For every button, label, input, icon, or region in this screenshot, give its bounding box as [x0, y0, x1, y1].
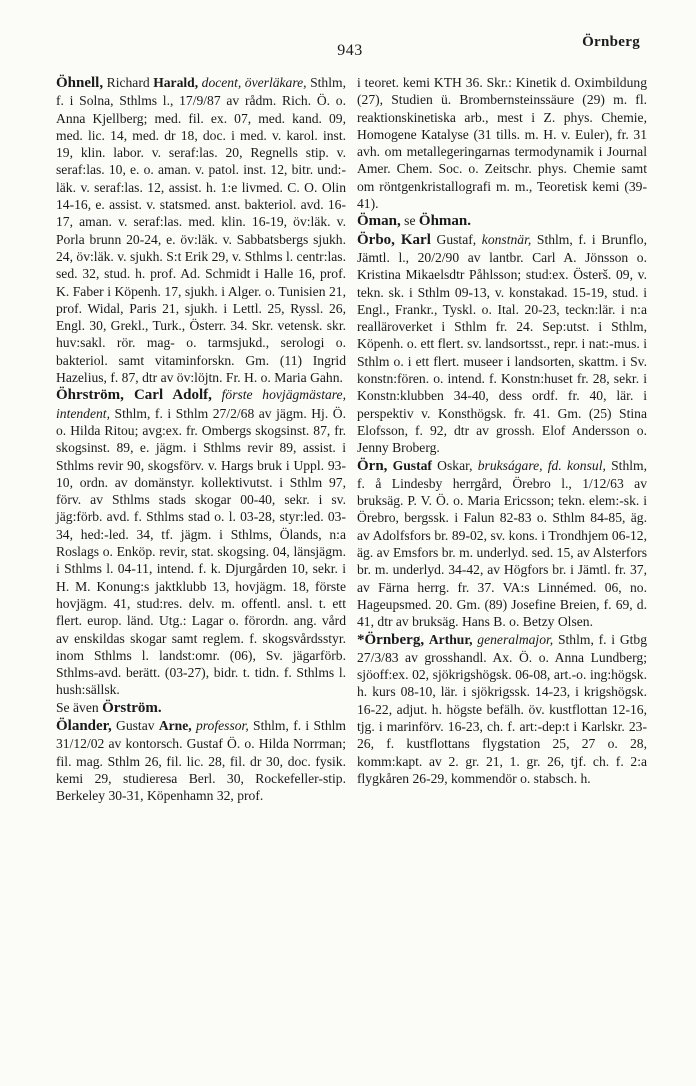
biography-entry-ornberg	[357, 631, 647, 788]
entry-body: Sthlm, f. i Sthlm 27/2/68 av jägm. Hj. Ö. o. Hilda Ritou; avg:ex. fr. Ombergs skogsinst. 87, fr. skogsinst. 89, e. jägm. i Sthlms revir 89, assist. i Sthlms revir 90, skogsförv. v. Hargs bruk i Uppl. 93-10, ordn. av domänstyr. kollektivutst. i Sthlm 97, förv. av Sthlms stads skogar 00-40, sekr. i sv. jäg:förb. avd. f. Sthlms stad o. l. 03-28, styr:led. 03-34, hed:-led. 34, tf. jägm. i Sthlms, Ölands, n:a Roslags o. Enköp. revir, stat. skogsing. 04, länsjägm. i Sthlms l. 04-11, intend. f. k. Djurgården 10, sekr. i H. M. Konung:s jaktklubb 13, hovjägm. 18, förste hovjägm. 41, stud:res. delv. m. offentl. ansl. t. ett flert. europ. länd. Utg.: Lagar o. förordn. ang. vård av enskildas skogar samt reglem. f. skogsvårdsstyr. inom Sthlms l. landst:omr. (06), Sv. jägarförb. Sthlms-avd. berätt. (03-27), bidr. t. tidn. f. Sthlms l. hush:sällsk.	[56, 405, 346, 698]
entry-headword: Ölander,	[56, 717, 112, 734]
entry-title: konstnär,	[481, 231, 532, 247]
entry-title: docent, överläkare,	[201, 75, 307, 90]
entry-body: Sthlm, f. i Solna, Sthlms l., 17/9/87 av rådm. Rich. Ö. o. Anna Kjellberg; med. fil. ex. 07, med. kand. 09, med. lic. 14, med. dr 18, doc. i med. v. karol. inst. 19, klin. labor. v. seraf:las. 20, Regnells stip. v. seraf:las. 10, e. o. aman. v. patol. inst. 12, bitr. und:-läk. v. seraf:las. 12, assist. h. 1:e livmed. C. O. Olin 14-16, e. assist. v. statsmed. anst. bakteriol. avd. 16-17, aman. v. seraf:las. med. klin. 16-19, öv:läk. v. Porla brunn 20-24, e. öv:läk. v. Sabbatsbergs sjukh. 24, öv:läk. v. sjukh. S:t Erik 29, v. Sthlms l. centr:las. sed. 32, stud. h. prof. Ad. Schmidt i Halle 16, prof. K. Faber i Köpenh. 17, sjukh. i Alger. o. Tunisien 21, prof. Widal, Paris 21, sjukh. i Lettl. 25, Ryssl. 26, Engl. 30, Grekl., Turk., Österr. 34. Skr. vetensk. skr. huv:sakl. rör. mag- o. tarmsjukd., serologi o. bakteriol. samt vitaminforskn. Gm. (11) Ingrid Hazelius, f. 87, dtr av öv:löjtn. Fr. H. o. Maria Gahn.	[56, 75, 346, 386]
biography-entry-olander-continued	[357, 74, 647, 212]
entry-given-name: Richard	[106, 75, 150, 90]
cross-reference-entry	[357, 212, 647, 230]
entry-called-name: Arne,	[158, 717, 192, 733]
entry-title: brukságare, fd. konsul,	[477, 457, 606, 473]
cross-reference-target: Örström.	[102, 699, 162, 716]
entry-headword: Örn,	[357, 457, 388, 474]
biography-entry-ohrstrom	[56, 386, 346, 698]
entry-title: förste hovjägmästare, intendent,	[56, 387, 346, 421]
entry-given-name: Oskar,	[437, 457, 473, 473]
entry-title: generalmajor,	[477, 631, 554, 647]
entry-called-name: Arthur,	[428, 631, 473, 647]
entry-title: professor,	[195, 717, 249, 733]
biography-entry-ohnell	[56, 74, 346, 386]
cross-reference-prefix: Se även	[56, 699, 99, 715]
entry-given-name: Gustav	[116, 717, 155, 733]
cross-reference-prefix: se	[404, 213, 416, 229]
entry-headword: Öhnell,	[56, 75, 104, 91]
cross-reference-target: Öhman.	[418, 213, 472, 230]
entry-headword: Örbo, Karl	[357, 231, 431, 248]
entry-called-name: Harald,	[153, 75, 199, 90]
entry-body: i teoret. kemi KTH 36. Skr.: Kinetik d. Oximbildung (27), Studien ü. Brombernsteinssäure (29) m. fl. reaktionskinetiska arb., mest i Z. phys. Chemie, Homogene Katalyse (31 tills. m. H. v. Euler), fr. 31 avh. om metallegeringarnas termodynamik i Journal Amer. Chem. Soc. o. Zeitschr. phys. Chemie samt om röntgenkristallografi m. m., Teoretisk kemi (39-41).	[357, 75, 647, 212]
left-column	[56, 74, 346, 804]
entry-body: Sthlm, f. å Lindesby herrgård, Örebro l., 1/12/63 av bruksäg. P. V. Ö. o. Maria Ericsson; tekn. elem:-sk. i Örebro, bergssk. i Falun 82-83 o. Sthlm 84-85, äg. av Adolfsfors br. 89-02, sv. kons. i Trondhjem 06-12, äg. av Emsfors br. m. underlyd. sed. 15, av Alsterfors br. m. underlyd. 34-42, av Högfors br. i Jämtl. fr. 37, av Färna herrg. fr. 37. VA:s Linnémed. 06, no. Hageupsmed. 20. Gm. (89) Josefine Breien, f. 69, d. 41, dtr av bruksäg. Hans B. o. Betzy Olsen.	[357, 457, 647, 630]
entry-called-name: Gustaf	[392, 457, 432, 473]
entry-headword: Öman,	[357, 213, 401, 230]
entry-body: Sthlm, f. i Gtbg 27/3/83 av grosshandl. Ax. Ö. o. Anna Lundberg; sjöoff:ex. 02, sjökrigshögsk. 06-08, art.-o. ing:högsk. h. kurs 08-10, lär. i sjökrigssk. 14-23, i krigshögsk. 16-22, adjut. h. högste befälh. öv. kustflottan 12-16, tjg. i marinförv. 16-23, ch. f. art:-dep:t i Karlskr. 23-26, f. kustflottans flygstation 25, 27 o. 28, komm:kapt. av 2. gr. 21, 1. gr. 26, tjf. ch. f. 2:a flygkåren 26-29, kommendör o. stabsch. h.	[357, 631, 648, 786]
biography-entry-orbo	[357, 231, 647, 457]
entry-given-name: Gustaf,	[436, 231, 477, 247]
cross-reference-entry	[56, 699, 346, 717]
biography-entry-orn	[357, 457, 647, 631]
entry-headword: Öhrström, Carl Adolf,	[56, 387, 212, 404]
biography-entry-olander	[56, 717, 346, 804]
entry-body: Sthlm, f. i Sthlm 31/12/02 av kontorsch. Gustaf Ö. o. Hilda Norrman; fil. mag. Sthlm 26, fil. lic. 28, fil. dr 30, doc. fysik. kemi 29, studieresa Berl. 30, Rockefeller-stip. Berkeley 30-31, Köpenhamn 32, prof.	[56, 717, 346, 804]
running-head: Örnberg	[582, 34, 640, 50]
entry-body: Sthlm, f. i Brunflo, Jämtl. l., 20/2/90 av lantbr. Carl A. Jönsson o. Kristina Mikaelsdtr Påhlsson; stud:ex. Österš. 09, v. tekn. sk. i Sthlm 09-13, v. konstakad. 15-19, stud. i Engl., Frankr., Tyskl. o. Ital. 20-23, teckn:lär. i n:a realläroverket i Sthlm fr. 24. Sep:utst. i Sthlm, Köpenh. o. ett flert. sv. landsortsst., repr. i nat:-mus. i Sthlm o. i ett flert. museer i landsorten, skattm. i Sv. konstn:fören. o. intend. f. Konstn:huset fr. 28, sekr. i Konstn:klubben 34-40, dess ordf. fr. 40, lär. i perspektiv v. Konsthögsk. fr. 41. Gm. (25) Stina Elofsson, f. 92, dtr av grossh. Elof Andersson o. Jenny Broberg.	[357, 231, 648, 456]
entry-headword: *Örnberg,	[357, 631, 425, 648]
right-column	[357, 74, 647, 787]
page-number: 943	[337, 42, 363, 59]
